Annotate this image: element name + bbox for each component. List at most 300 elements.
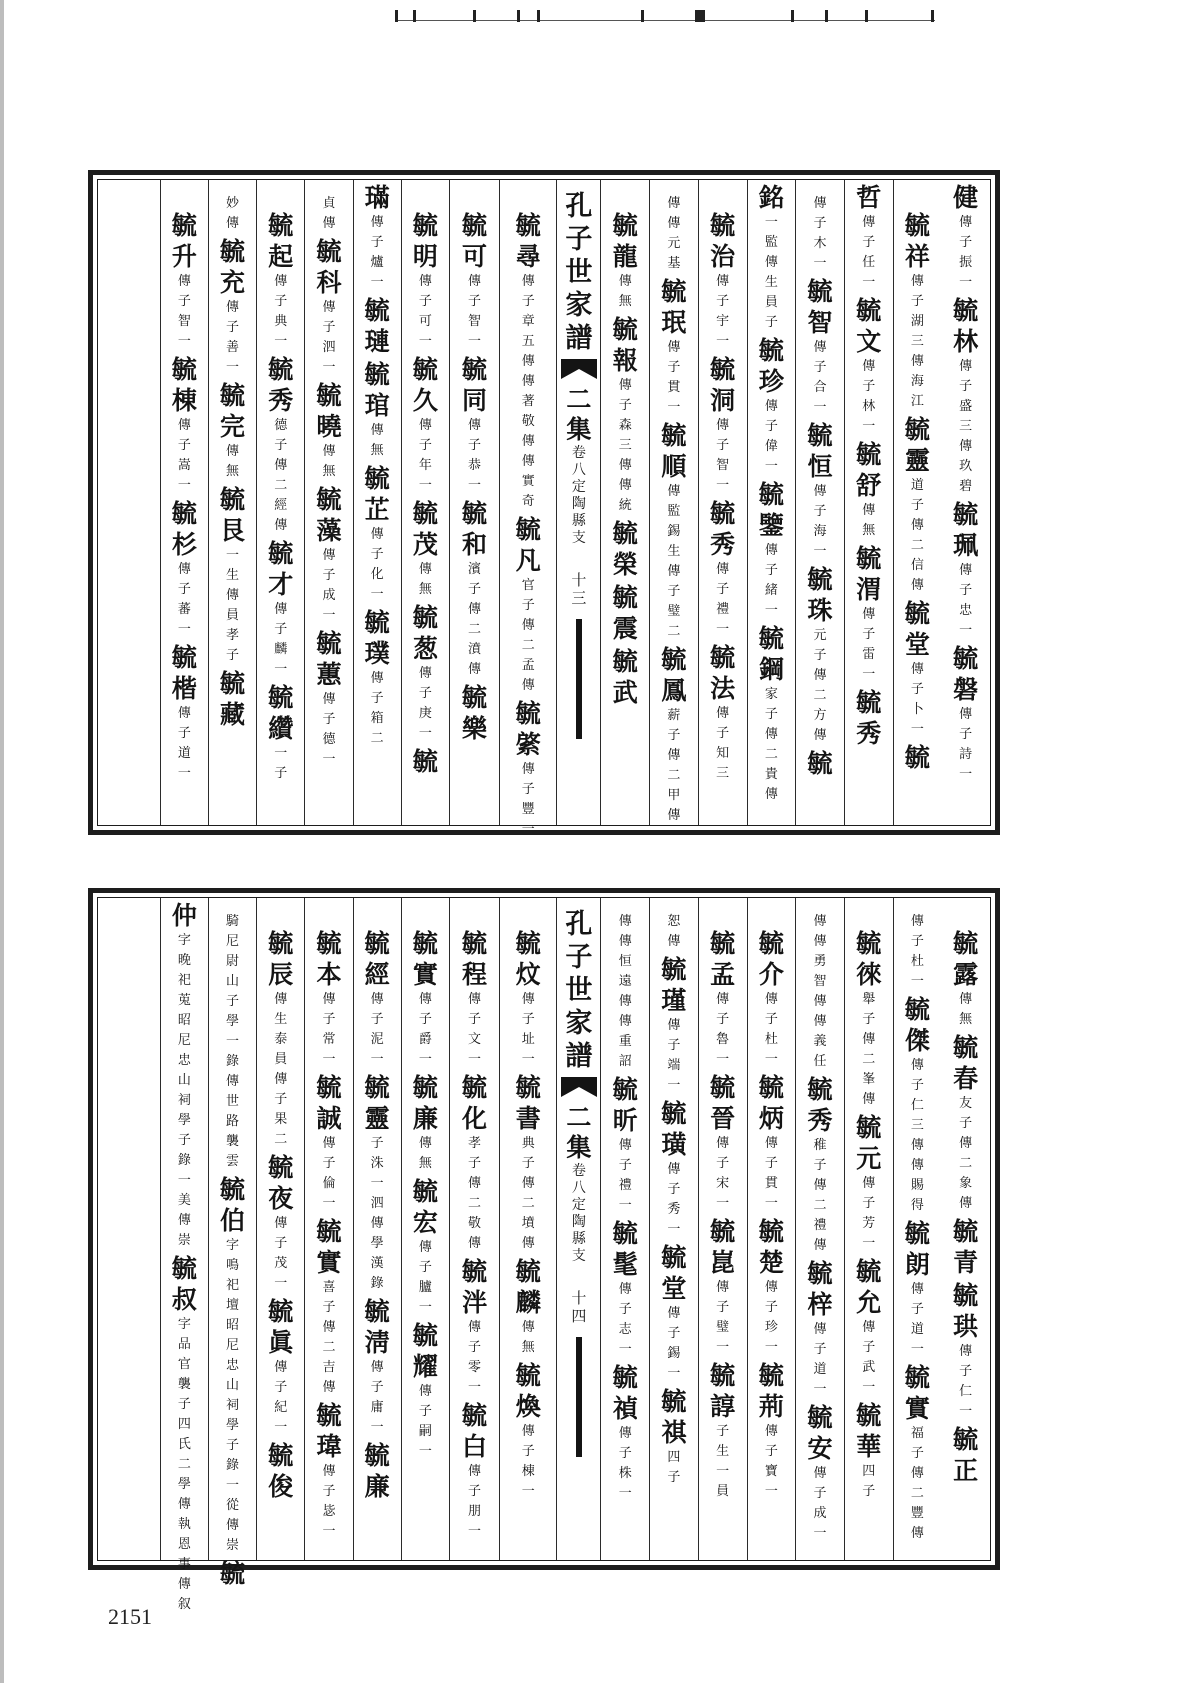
genealogy-column (304, 180, 352, 825)
entry-note: 貞 傳 (322, 196, 336, 231)
person-name: 毓 梓 (807, 1259, 833, 1319)
genealogy-column (401, 898, 449, 1560)
genealogy-entry (808, 564, 833, 746)
person-name: 毓 智 (807, 277, 833, 337)
genealogy-entry (759, 928, 784, 1070)
genealogy-column (698, 898, 747, 1560)
person-name: 毓 夜 (268, 1153, 294, 1213)
person-name: 毓 綮 (515, 699, 541, 759)
genealogy-entry (667, 194, 680, 274)
entry-note: 傳 子 化 一 (370, 527, 384, 602)
entry-note: 傳 子 貫 一 (764, 1136, 778, 1211)
genealogy-entry (856, 295, 881, 437)
entry-note: 傳 子 寶 一 (764, 1424, 778, 1499)
genealogy-entry (365, 1072, 390, 1294)
genealogy-entry (316, 1216, 341, 1398)
person-name: 毓 升 (171, 211, 197, 271)
person-name: 毓 楷 (171, 643, 197, 703)
entry-note: 福 子 傳 二 豐 傳 (910, 1426, 924, 1541)
genealogy-entry (462, 498, 487, 680)
genealogy-entry (268, 682, 293, 784)
genealogy-entry (365, 1440, 390, 1502)
person-name: 毓 藏 (220, 669, 246, 729)
person-name: 毓 經 (364, 929, 390, 989)
genealogy-entry (365, 607, 390, 749)
fish-tail-mark (559, 1075, 599, 1099)
entry-note: 傳 子 茂 一 (274, 1216, 288, 1291)
entry-note: 傳 子 善 一 (226, 300, 240, 375)
entry-note: 傳 子 森 三 傳 傳 統 (618, 378, 632, 513)
genealogy-column (795, 898, 844, 1560)
entry-note: 傳 子 麟 一 (274, 602, 288, 677)
genealogy-column (893, 180, 942, 825)
entry-note: 傳 子 朋 一 (468, 1464, 482, 1539)
genealogy-entry (710, 1216, 735, 1358)
genealogy-entry (413, 210, 438, 352)
entry-note: 傳 子 毖 一 (322, 1464, 336, 1539)
entry-note: 傳 子 貫 一 (667, 340, 681, 415)
genealogy-entry (516, 210, 541, 512)
page-number: 2151 (108, 1604, 152, 1629)
entry-note: 傳 子 宇 一 (716, 274, 730, 349)
genealogy-entry (365, 295, 390, 357)
genealogy-entry (462, 210, 487, 352)
person-name: 毓 傑 (904, 995, 930, 1055)
person-name: 毓 介 (758, 929, 784, 989)
fish-tail-mark (559, 357, 599, 381)
person-name: 毓 林 (953, 296, 979, 356)
entry-note: 傳 子 常 一 (322, 992, 336, 1067)
person-name: 毓 誠 (316, 1073, 342, 1133)
person-name: 毓 (220, 1559, 246, 1588)
scan-edge-marks (395, 8, 935, 22)
genealogy-entry (667, 912, 680, 952)
entry-note: 傳 子 珍 一 (764, 1280, 778, 1355)
person-name: 毓 璞 (364, 608, 390, 668)
person-name: 毓 程 (462, 929, 488, 989)
person-name: 毓 白 (462, 1401, 488, 1461)
genealogy-entry (911, 912, 924, 992)
genealogy-entry (322, 194, 335, 234)
entry-note: 家 子 傳 二 貴 傳 (764, 687, 778, 802)
person-name: 毓 叔 (171, 1254, 197, 1314)
person-name: 毓 起 (268, 211, 294, 271)
person-name: 毓 充 (220, 237, 246, 297)
genealogy-entry (661, 276, 686, 418)
entry-note: 傳 子 址 一 (521, 992, 535, 1067)
person-name: 毓 藻 (316, 485, 342, 545)
genealogy-entry (462, 1400, 487, 1542)
person-name: 毓 曉 (316, 381, 342, 441)
person-name: 毓 杉 (171, 499, 197, 559)
person-name: 毓 祺 (661, 1387, 687, 1447)
genealogy-entry (365, 1296, 390, 1438)
person-name: 毓 伯 (220, 1175, 246, 1235)
genealogy-entry (953, 1280, 978, 1422)
person-name: 毓 蕙 (316, 629, 342, 689)
genealogy-column (304, 898, 352, 1560)
person-name: 銘 (758, 183, 784, 212)
genealogy-entry (661, 1242, 686, 1384)
genealogy-column (649, 898, 698, 1560)
person-name: 毓 久 (412, 355, 438, 415)
person-name: 毓 崑 (710, 1217, 736, 1277)
genealogy-entry (516, 698, 541, 840)
volume-label: 二 集 (566, 385, 592, 444)
genealogy-entry (905, 1218, 930, 1360)
genealogy-entry (710, 928, 735, 1070)
genealogy-entry (661, 1386, 686, 1488)
genealogy-entry (953, 1216, 978, 1278)
person-name: 哲 (856, 183, 882, 212)
genealogy-entry (462, 682, 487, 744)
person-name: 毓 瑋 (316, 1401, 342, 1461)
entry-note: 稚 子 傳 二 禮 傳 (813, 1138, 827, 1253)
genealogy-entry (759, 182, 784, 333)
entry-note: 傳 子 杜 一 (910, 914, 924, 989)
entry-note: 傳 子 成 一 (322, 548, 336, 623)
genealogy-column (893, 898, 942, 1560)
person-name: 毓 實 (412, 929, 438, 989)
genealogy-entry (226, 912, 239, 1172)
person-name: 毓 秀 (710, 499, 736, 559)
entry-note: 傳 子 德 一 (322, 692, 336, 767)
genealogy-entry (172, 498, 197, 640)
genealogy-entry (316, 380, 341, 482)
genealogy-entry (661, 420, 686, 642)
entry-note: 舉 子 傳 二 峯 傳 (862, 992, 876, 1107)
genealogy-entry (953, 928, 978, 1030)
genealogy-entry (220, 668, 245, 730)
genealogy-entry (316, 1072, 341, 1214)
entry-note: 薪 子 傳 二 甲 傳 (667, 708, 681, 823)
genealogy-entry (856, 1256, 881, 1398)
person-name: 毓 春 (953, 1033, 979, 1093)
genealogy-column (698, 180, 747, 825)
person-name: 毓 鋼 (758, 624, 784, 684)
genealogy-entry (759, 479, 784, 621)
genealogy-entry (316, 928, 341, 1070)
genealogy-column (353, 898, 401, 1560)
entry-note: 傳 子 恭 一 (468, 418, 482, 493)
entry-note: 傳 無 (618, 274, 632, 309)
genealogy-column (747, 898, 796, 1560)
genealogy-entry (613, 582, 638, 644)
genealogy-entry (172, 210, 197, 352)
person-name: 璊 (364, 183, 390, 212)
genealogy-entry (413, 1072, 438, 1174)
person-name: 毓 化 (462, 1073, 488, 1133)
bottom-page-columns (97, 897, 991, 1612)
person-name: 毓 本 (316, 929, 342, 989)
person-name: 毓 靈 (364, 1073, 390, 1133)
person-name: 毓 華 (856, 1401, 882, 1461)
person-name: 毓 龍 (612, 211, 638, 271)
entry-note: 字 品 官 襲 子 四 氏 二 學 傳 執 恩 事 傳 叙 (177, 1317, 191, 1612)
entry-note: 傳 子 庸 一 (370, 1360, 384, 1435)
person-name: 毓 實 (316, 1217, 342, 1277)
leaf-number: 十 四 (571, 1289, 587, 1325)
entry-note: 傳 監 錫 生 傳 子 璧 二 (667, 484, 681, 639)
genealogy-entry (710, 498, 735, 640)
entry-note: 傳 子 智 一 (716, 418, 730, 493)
person-name: 毓 渭 (856, 544, 882, 604)
genealogy-entry (710, 1360, 735, 1502)
person-name: 毓 晉 (710, 1073, 736, 1133)
genealogy-column (600, 180, 649, 825)
fish-tail-bar (576, 619, 582, 739)
genealogy-entry (268, 928, 293, 1150)
entry-note: 傳 子 智 一 (177, 274, 191, 349)
person-name: 仲 (171, 901, 197, 930)
person-name: 毓 淸 (364, 1297, 390, 1357)
entry-note: 傳 子 仁 一 (959, 1344, 973, 1419)
genealogy-entry (413, 1176, 438, 1318)
person-name: 毓 珍 (758, 336, 784, 396)
bottom-page (88, 888, 1000, 1612)
person-name: 毓 實 (904, 1363, 930, 1423)
genealogy-column (401, 180, 449, 825)
genealogy-entry (220, 236, 245, 378)
genealogy-column (649, 180, 698, 825)
genealogy-entry (759, 1216, 784, 1358)
entry-note: 傳 子 魯 一 (716, 992, 730, 1067)
person-name: 毓 文 (856, 296, 882, 356)
genealogy-entry (268, 538, 293, 680)
person-name: 毓 武 (612, 647, 638, 707)
person-name: 毓 露 (953, 929, 979, 989)
entry-note: 傳 子 智 一 (468, 274, 482, 349)
entry-note: 傳 子 木 一 (813, 196, 827, 271)
person-name: 毓 秀 (856, 688, 882, 748)
top-page (88, 170, 1000, 835)
genealogy-entry (856, 928, 881, 1110)
entry-note: 傳 子 道 一 (813, 1322, 827, 1397)
person-name: 毓 瑾 (661, 955, 687, 1015)
genealogy-entry (268, 1152, 293, 1294)
genealogy-entry (953, 499, 978, 641)
person-name: 毓 珠 (807, 565, 833, 625)
person-name: 毓 允 (856, 1257, 882, 1317)
person-name: 毓 璜 (661, 1099, 687, 1159)
person-name: 毓 昕 (612, 1075, 638, 1135)
genealogy-column (449, 180, 499, 825)
genealogy-entry (856, 1400, 881, 1502)
person-name: 毓 治 (710, 211, 736, 271)
entry-note: 子 生 一 員 (716, 1424, 730, 1499)
genealogy-entry (316, 628, 341, 770)
genealogy-entry (268, 1296, 293, 1438)
section-label: 卷 八 定 陶 縣 支 (571, 445, 586, 546)
entry-note: 傳 子 盛 三 傳 玖 碧 (959, 359, 973, 494)
genealogy-entry (613, 1362, 638, 1504)
section-label: 卷 八 定 陶 縣 支 (571, 1163, 586, 1264)
genealogy-entry (516, 1072, 541, 1254)
person-name: 毓 元 (856, 1113, 882, 1173)
genealogy-entry (316, 1400, 341, 1542)
genealogy-entry (365, 463, 390, 605)
entry-note: 傳 子 宋 一 (716, 1136, 730, 1211)
genealogy-entry (710, 1072, 735, 1214)
person-name: 毓 禎 (612, 1363, 638, 1423)
book-spine-edge (0, 0, 4, 1683)
genealogy-entry (462, 1256, 487, 1398)
genealogy-entry (905, 742, 930, 773)
person-name: 毓 法 (710, 643, 736, 703)
entry-note: 傳 子 成 一 (813, 1466, 827, 1541)
person-name: 毓 鑒 (758, 480, 784, 540)
genealogy-entry (856, 439, 881, 541)
genealogy-entry (953, 643, 978, 785)
genealogy-column (844, 898, 893, 1560)
person-name: 毓 泮 (462, 1257, 488, 1317)
entry-note: 傳 子 林 一 (862, 359, 876, 434)
entry-note: 傳 子 年 一 (418, 418, 432, 493)
genealogy-column (941, 898, 990, 1560)
entry-note: 傳 子 爐 一 (370, 215, 384, 290)
entry-note: 妙 傳 (226, 196, 240, 231)
person-name: 毓 炆 (515, 929, 541, 989)
person-name: 毓 珙 (953, 1281, 979, 1341)
genealogy-entry (613, 1074, 638, 1216)
entry-note: 傳 子 志 一 (618, 1282, 632, 1357)
entry-note: 傳 子 武 一 (862, 1320, 876, 1395)
entry-note: 傳 子 豐 一 (521, 762, 535, 837)
entry-note: 傳 子 爵 一 (418, 992, 432, 1067)
genealogy-entry (808, 748, 833, 779)
entry-note: 傳 子 仁 三 傳 傳 賜 得 (910, 1058, 924, 1213)
entry-note: 傳 子 蕃 一 (177, 562, 191, 637)
entry-note: 字 鳴 祀 壇 昭 尼 忠 山 祠 學 子 錄 一 從 傳 崇 (226, 1238, 240, 1553)
entry-note: 一 子 (274, 746, 288, 781)
genealogy-entry (856, 687, 881, 749)
entry-note: 恕 傳 (667, 914, 681, 949)
entry-note: 典 子 傳 二 墳 傳 (521, 1136, 535, 1251)
entry-note: 傳 無 (322, 444, 336, 479)
entry-note: 傳 子 海 一 (813, 484, 827, 559)
genealogy-column (208, 180, 256, 825)
genealogy-entry (413, 354, 438, 496)
genealogy-entry (413, 1320, 438, 1462)
genealogy-entry (808, 1074, 833, 1256)
genealogy-entry (613, 518, 638, 580)
person-name: 毓 科 (316, 237, 342, 297)
person-name: 毓 順 (661, 421, 687, 481)
genealogy-column (600, 898, 649, 1560)
genealogy-entry (172, 1253, 197, 1615)
person-name: 毓 舒 (856, 440, 882, 500)
genealogy-entry (613, 646, 638, 708)
person-name: 毓 靈 (904, 415, 930, 475)
person-name: 毓 艮 (220, 485, 246, 545)
entry-note: 傳 無 (959, 992, 973, 1027)
genealogy-entry (365, 359, 390, 461)
entry-note: 傳 子 道 一 (910, 1282, 924, 1357)
entry-note: 子 洙 一 泗 傳 學 漢 錄 (370, 1136, 384, 1291)
entry-note: 道 子 傳 二 信 傳 (910, 478, 924, 593)
genealogy-column (499, 898, 556, 1560)
genealogy-column (160, 180, 208, 825)
entry-note: 傳 子 任 一 (862, 215, 876, 290)
genealogy-entry (759, 623, 784, 805)
genealogy-column (353, 180, 401, 825)
genealogy-entry (808, 276, 833, 418)
person-name: 毓 洞 (710, 355, 736, 415)
entry-note: 四 子 (862, 1464, 876, 1499)
genealogy-entry (613, 314, 638, 516)
entry-note: 傳 子 文 一 (468, 992, 482, 1067)
entry-note: 官 子 傳 二 孟 傳 (521, 578, 535, 693)
entry-note: 傳 子 嵩 一 (177, 418, 191, 493)
entry-note: 傳 傳 元 基 (667, 196, 681, 271)
entry-note: 傳 子 臚 一 (418, 1240, 432, 1315)
genealogy-entry (808, 1402, 833, 1544)
genealogy-entry (413, 602, 438, 744)
genealogy-entry (516, 514, 541, 696)
person-name: 毓 (904, 743, 930, 772)
entry-note: 一 監 傳 生 員 子 (764, 215, 778, 330)
person-name: 健 (953, 183, 979, 212)
genealogy-entry (808, 420, 833, 562)
person-name: 毓 麟 (515, 1257, 541, 1317)
person-name: 毓 辰 (268, 929, 294, 989)
person-name: 毓 同 (462, 355, 488, 415)
genealogy-entry (619, 912, 632, 1072)
person-name: 毓 徠 (856, 929, 882, 989)
entry-note: 傳 子 緒 一 (764, 543, 778, 618)
genealogy-entry (856, 543, 881, 685)
person-name: 毓 鳳 (661, 645, 687, 705)
entry-note: 四 子 (667, 1450, 681, 1485)
person-name: 毓 朗 (904, 1219, 930, 1279)
entry-note: 傳 傳 勇 智 傳 傳 義 任 (813, 914, 827, 1069)
genealogy-entry (613, 1218, 638, 1360)
person-name: 毓 楚 (758, 1217, 784, 1277)
genealogy-entry (316, 236, 341, 378)
fish-tail-bar (576, 1337, 582, 1457)
entry-note: 元 子 傳 二 方 傳 (813, 628, 827, 743)
person-name: 毓 璉 (364, 296, 390, 356)
person-name: 毓 報 (612, 315, 638, 375)
person-name: 毓 和 (462, 499, 488, 559)
genealogy-column (795, 180, 844, 825)
genealogy-entry (172, 642, 197, 784)
entry-note: 傳 無 (418, 1136, 432, 1171)
title-column (556, 898, 600, 1560)
entry-note: 傳 子 璧 一 (716, 1280, 730, 1355)
person-name: 毓 煥 (515, 1361, 541, 1421)
entry-note: 傳 子 雷 一 (862, 607, 876, 682)
entry-note: 傳 子 杜 一 (764, 992, 778, 1067)
person-name: 毓 俊 (268, 1441, 294, 1501)
genealogy-entry (462, 928, 487, 1070)
entry-note: 傳 子 卜 一 (910, 662, 924, 737)
genealogy-entry (220, 1558, 245, 1589)
entry-note: 傳 子 泗 一 (322, 300, 336, 375)
genealogy-entry (814, 912, 827, 1072)
genealogy-entry (710, 210, 735, 352)
genealogy-entry (268, 354, 293, 536)
person-name: 毓 秀 (807, 1075, 833, 1135)
person-name: 毓 珮 (953, 500, 979, 560)
person-name: 毓 震 (612, 583, 638, 643)
person-name: 毓 榮 (612, 519, 638, 579)
genealogy-entry (413, 498, 438, 600)
entry-note: 傳 子 芳 一 (862, 1176, 876, 1251)
genealogy-column (941, 180, 990, 825)
genealogy-entry (516, 1360, 541, 1502)
person-name: 毓 (807, 749, 833, 778)
